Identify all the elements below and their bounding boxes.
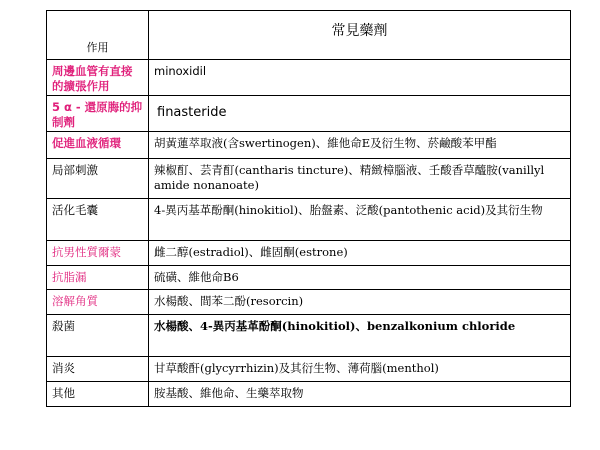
function-cell: 其他 xyxy=(47,382,149,407)
table-row xyxy=(47,357,571,382)
drugs-cell: 辣椒酊、芸青酊(cantharis tincture)、精緻樟腦液、壬酸香草醯胺(vanillyl amide nonanoate) xyxy=(149,159,571,199)
drugs-cell: 胺基酸、維他命、生藥萃取物 xyxy=(149,382,571,407)
function-cell: 局部刺激 xyxy=(47,159,149,199)
drugs-cell: 水楊酸、4-異丙基革酚酮(hinokitiol)、benzalkonium chloride xyxy=(149,315,571,357)
table-row xyxy=(47,266,571,290)
function-cell: 抗脂漏 xyxy=(47,266,149,290)
table-row xyxy=(47,382,571,407)
function-cell: 促進血液循環 xyxy=(47,132,149,159)
table-row xyxy=(47,60,571,96)
function-cell: 殺菌 xyxy=(47,315,149,357)
table-row xyxy=(47,315,571,357)
drugs-cell: finasteride xyxy=(149,96,571,132)
drugs-cell: 硫磺、維他命B6 xyxy=(149,266,571,290)
table-row xyxy=(47,241,571,266)
table-row xyxy=(47,96,571,132)
function-cell: 消炎 xyxy=(47,357,149,382)
table-row xyxy=(47,290,571,315)
drugs-cell: 胡黃蓮萃取液(含swertinogen)、維他命E及衍生物、菸鹼酸苯甲酯 xyxy=(149,132,571,159)
table-row xyxy=(47,159,571,199)
table-row xyxy=(47,199,571,241)
function-cell: 溶解角質 xyxy=(47,290,149,315)
header-row xyxy=(47,11,571,60)
function-cell: 周邊血管有直接的擴張作用 xyxy=(47,60,149,96)
header-function: 作用 xyxy=(47,11,149,60)
drugs-cell: 雌二醇(estradiol)、雌固酮(estrone) xyxy=(149,241,571,266)
drugs-cell: 水楊酸、間苯二酚(resorcin) xyxy=(149,290,571,315)
header-drugs: 常見藥劑 xyxy=(149,11,571,60)
drugs-cell: 甘草酸酐(glycyrrhizin)及其衍生物、薄荷腦(menthol) xyxy=(149,357,571,382)
function-cell: 活化毛囊 xyxy=(47,199,149,241)
drugs-cell: 4-異丙基革酚酮(hinokitiol)、胎盤素、泛酸(pantothenic acid)及其衍生物 xyxy=(149,199,571,241)
table-row xyxy=(47,132,571,159)
function-cell: 5 α - 還原脢的抑制劑 xyxy=(47,96,149,132)
function-cell: 抗男性質爾蒙 xyxy=(47,241,149,266)
drug-table xyxy=(46,10,571,407)
drugs-cell: minoxidil xyxy=(149,60,571,96)
